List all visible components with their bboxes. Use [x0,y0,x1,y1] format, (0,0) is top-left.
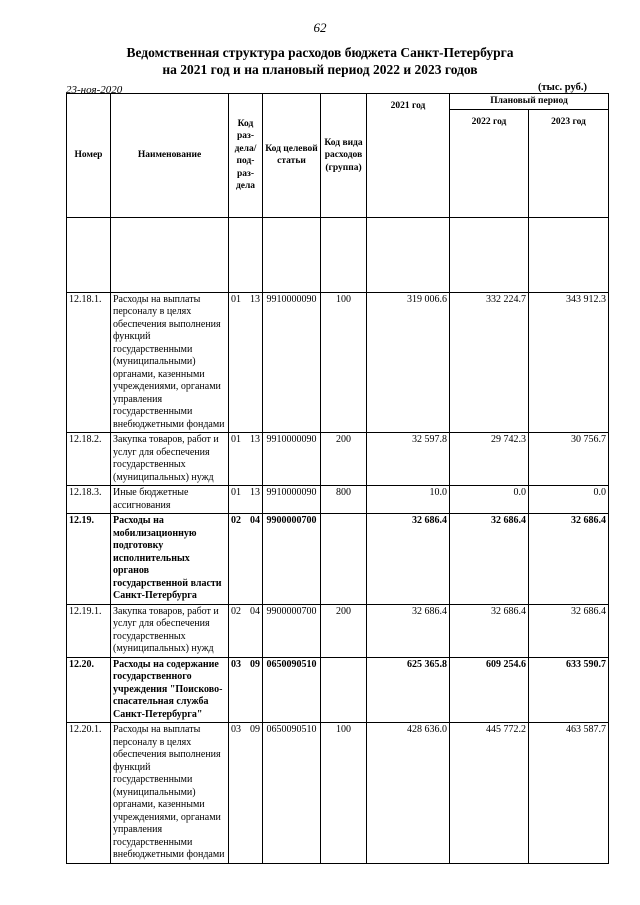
row-value-2023: 30 756.7 [529,433,609,486]
row-value-2022: 445 772.2 [450,723,529,864]
row-razdel: 01 [231,293,241,305]
row-target-code: 9910000090 [263,486,321,514]
row-number: 12.20. [67,657,111,723]
row-number: 12.20.1. [67,723,111,864]
row-value-2021: 428 636.0 [367,723,450,864]
row-type-code: 800 [321,486,367,514]
row-razdel: 03 [231,724,241,735]
row-value-2021: 625 365.8 [367,657,450,723]
header-section: Код раз-дела/ под-раз-дела [229,94,263,218]
row-target-code: 9910000090 [263,292,321,433]
units-label: (тыс. руб.) [538,82,587,93]
row-section-code [229,486,263,514]
header-planned: Плановый период [450,94,609,110]
row-razdel: 02 [231,515,241,526]
row-value-2022: 32 686.4 [450,514,529,605]
table-row [67,292,609,433]
page-number: 62 [313,20,327,35]
row-name: Расходы на содержание государственного учреждения "Поисково-спасательная служба Санкт-Петербурга" [111,657,229,723]
table-row [67,604,609,657]
row-type-code [321,514,367,605]
row-value-2022: 609 254.6 [450,657,529,723]
row-value-2023: 633 590.7 [529,657,609,723]
table-row [67,486,609,514]
header-name: Наименование [111,94,229,218]
row-value-2021: 319 006.6 [367,292,450,433]
row-name: Расходы на выплаты персоналу в целях обеспечения выполнения функций государственными (муниципальными) органами, казенными учреждениями, органами управления государственными внебюджетными фондами [111,723,229,864]
header-type: Код вида расходов (группа) [321,94,367,218]
header-2021: 2021 год [367,94,450,218]
row-target-code: 9900000700 [263,604,321,657]
row-razdel: 03 [231,658,241,670]
row-type-code: 200 [321,433,367,486]
row-value-2023: 32 686.4 [529,514,609,605]
row-type-code [321,657,367,723]
row-target-code: 9910000090 [263,433,321,486]
row-podrazdel: 09 [250,724,260,735]
row-value-2023: 0.0 [529,486,609,514]
row-value-2023: 343 912.3 [529,292,609,433]
title-line-1: Ведомственная структура расходов бюджета Санкт-Петербурга [126,45,514,60]
row-name: Расходы на мобилизационную подготовку исполнительных органов государственной власти Санкт-Петербурга [111,514,229,605]
row-value-2022: 332 224.7 [450,292,529,433]
row-number: 12.18.1. [67,292,111,433]
row-section-code [229,657,263,723]
row-podrazdel: 09 [250,658,260,670]
row-razdel: 02 [231,605,241,617]
row-type-code: 100 [321,292,367,433]
document-title [0,44,640,78]
row-podrazdel: 13 [250,487,260,498]
row-podrazdel: 13 [250,434,260,445]
row-number: 12.19.1. [67,604,111,657]
row-number: 12.18.2. [67,433,111,486]
row-section-code [229,514,263,605]
header-2023: 2023 год [529,109,609,217]
row-value-2021: 32 686.4 [367,514,450,605]
row-number: 12.18.3. [67,486,111,514]
row-razdel: 01 [231,434,241,445]
document-date: 23-ноя-2020 [66,84,123,96]
row-target-code: 0650090510 [263,723,321,864]
row-podrazdel: 04 [250,605,260,617]
row-razdel: 01 [231,487,241,498]
title-line-2: на 2021 год и на плановый период 2022 и 2023 годов [162,62,478,77]
header-2022: 2022 год [450,109,529,217]
row-section-code [229,723,263,864]
row-value-2021: 32 686.4 [367,604,450,657]
table-row [67,514,609,605]
row-name: Закупка товаров, работ и услуг для обеспечения государственных (муниципальных) нужд [111,604,229,657]
row-section-code [229,604,263,657]
row-name: Расходы на выплаты персоналу в целях обеспечения выполнения функций государственными (муниципальными) органами, казенными учреждениями, органами управления государственными внебюджетными фондами [111,292,229,433]
row-value-2023: 32 686.4 [529,604,609,657]
row-section-code [229,433,263,486]
row-value-2021: 10.0 [367,486,450,514]
row-type-code: 200 [321,604,367,657]
row-section-code [229,292,263,433]
header-target: Код целевой статьи [263,94,321,218]
row-target-code: 0650090510 [263,657,321,723]
row-value-2021: 32 597.8 [367,433,450,486]
row-value-2022: 32 686.4 [450,604,529,657]
row-name: Иные бюджетные ассигнования [111,486,229,514]
row-type-code: 100 [321,723,367,864]
row-value-2022: 0.0 [450,486,529,514]
table-row [67,433,609,486]
row-name: Закупка товаров, работ и услуг для обеспечения государственных (муниципальных) нужд [111,433,229,486]
row-podrazdel: 13 [250,293,260,305]
row-target-code: 9900000700 [263,514,321,605]
table-row [67,723,609,864]
table-body [67,292,609,863]
row-value-2022: 29 742.3 [450,433,529,486]
header-number: Номер [67,94,111,218]
budget-table [66,93,609,864]
row-podrazdel: 04 [250,515,260,526]
row-value-2023: 463 587.7 [529,723,609,864]
table-row [67,657,609,723]
row-number: 12.19. [67,514,111,605]
